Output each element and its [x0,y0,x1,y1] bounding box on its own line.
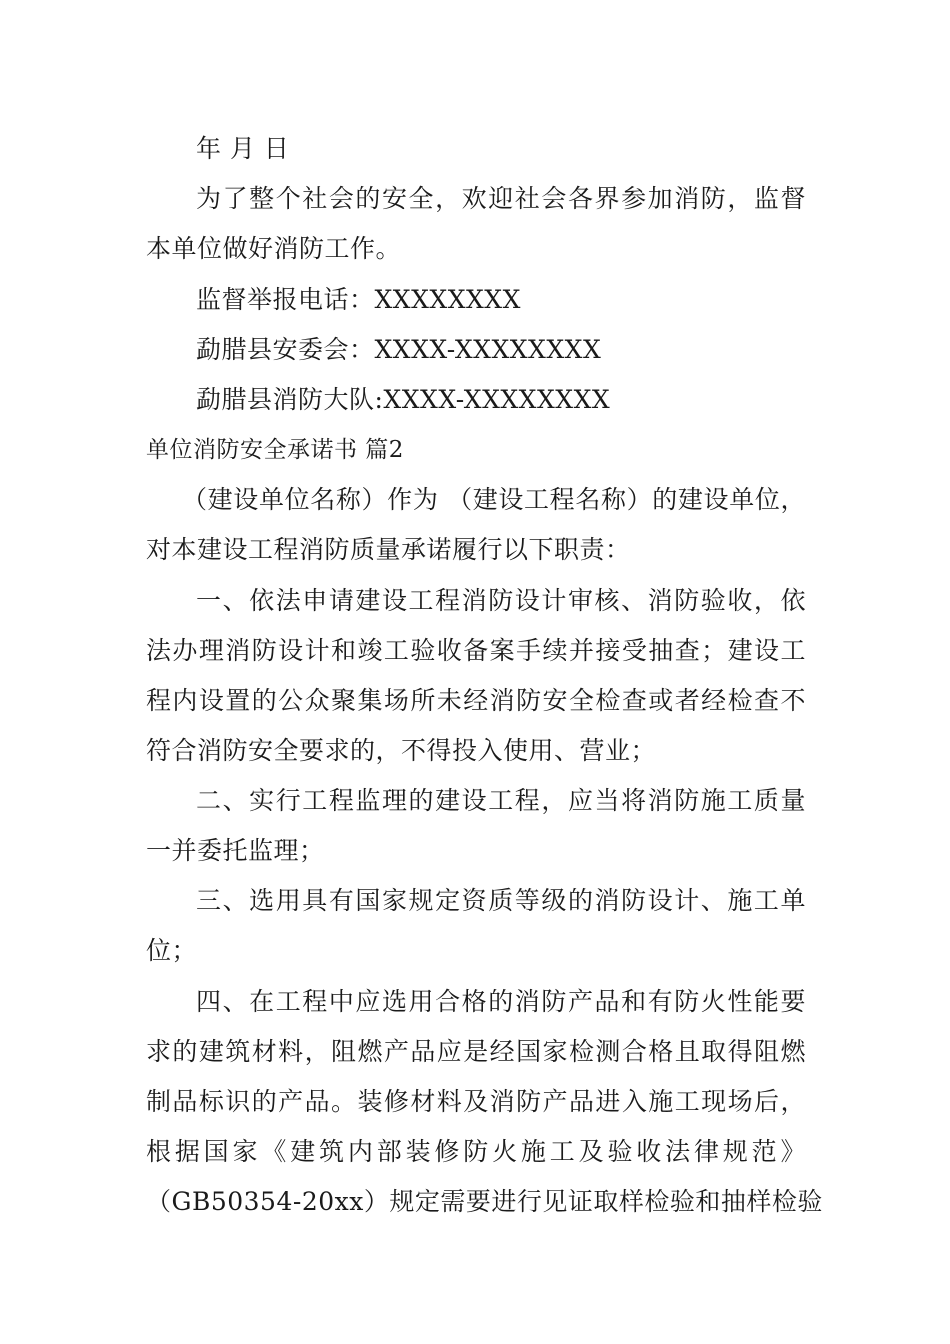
paragraph-line: （GB50354-20xx）规定需要进行见证取样检验和抽样检验 [146,1187,823,1216]
safety-committee-line: 勐腊县安委会：XXXX-XXXXXXXX [196,335,602,364]
paragraph-line: 法办理消防设计和竣工验收备案手续并接受抽查；建设工 [146,636,806,665]
date-line: 年 月 日 [196,134,290,163]
paragraph-line: 一、依法申请建设工程消防设计审核、消防验收，依 [196,586,806,615]
paragraph-line: 符合消防安全要求的，不得投入使用、营业； [146,736,657,765]
paragraph-line: 根据国家《建筑内部装修防火施工及验收法律规范》 [146,1137,806,1166]
paragraph-line: 制品标识的产品。装修材料及消防产品进入施工现场后， [146,1087,806,1116]
paragraph-line: 二、实行工程监理的建设工程，应当将消防施工质量 [196,786,806,815]
paragraph-line: 求的建筑材料，阻燃产品应是经国家检测合格且取得阻燃 [146,1037,806,1066]
paragraph-line: 四、在工程中应选用合格的消防产品和有防火性能要 [196,987,806,1016]
section-heading: 单位消防安全承诺书 篇2 [146,437,404,463]
hotline-line: 监督举报电话：XXXXXXXX [196,285,521,314]
paragraph-line: 对本建设工程消防质量承诺履行以下职责： [146,535,631,564]
fire-brigade-line: 勐腊县消防大队:XXXX-XXXXXXXX [196,385,611,414]
paragraph-line: 为了整个社会的安全，欢迎社会各界参加消防，监督 [196,184,806,213]
paragraph-line: 一并委托监理； [146,836,325,865]
paragraph-line: 三、选用具有国家规定资质等级的消防设计、施工单 [196,886,806,915]
paragraph-line: 位； [146,936,198,965]
paragraph-line: 程内设置的公众聚集场所未经消防安全检查或者经检查不 [146,686,806,715]
paragraph-line: 本单位做好消防工作。 [146,234,402,263]
paragraph-line: （建设单位名称）作为 （建设工程名称）的建设单位， [182,485,806,514]
